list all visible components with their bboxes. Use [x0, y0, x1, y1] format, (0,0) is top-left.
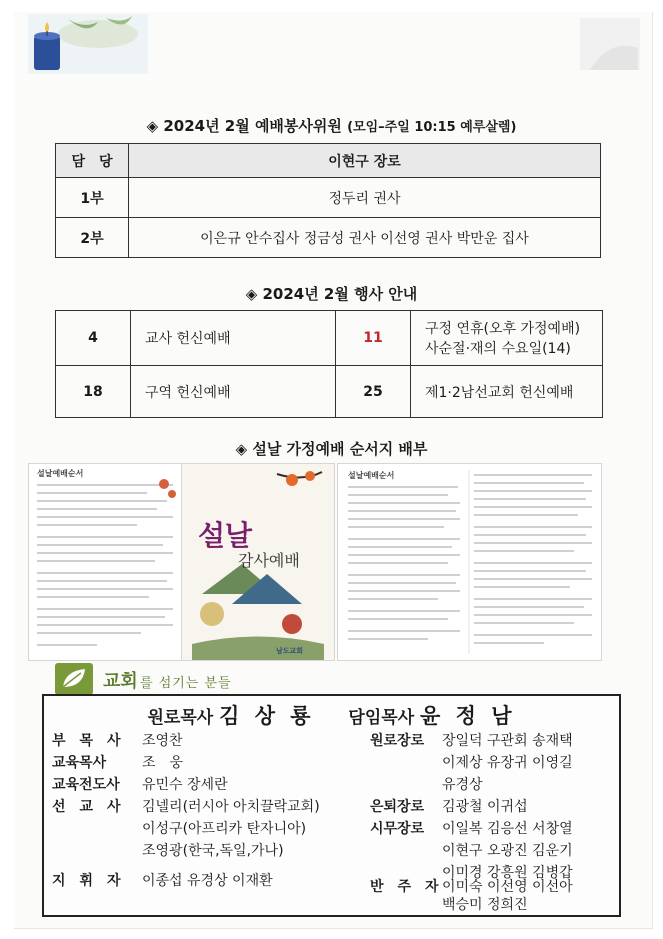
serve-label-cell: 2부 — [56, 218, 129, 258]
staff-role: 부 목 사 — [52, 733, 121, 749]
staff-row — [52, 840, 284, 860]
staff-row — [52, 870, 273, 890]
events-table — [55, 310, 603, 418]
staff-row — [370, 840, 573, 860]
leaflet-left-page-image — [28, 463, 182, 661]
leaflet-cover-image — [181, 463, 335, 661]
staff-names: 이미숙 이선영 이선아 — [442, 879, 573, 895]
staff-box — [42, 694, 621, 917]
leaflet-title: ◈ 설날 가정예배 순서지 배부 — [235, 440, 428, 458]
event-name: 제1·2남선교회 헌신예배 — [411, 366, 603, 418]
table-row — [56, 144, 601, 178]
event-day: 11 — [336, 311, 411, 366]
staff-names: 백승미 정희진 — [442, 897, 528, 913]
serve-table — [55, 143, 601, 258]
staff-role: 선 교 사 — [52, 799, 121, 815]
staff-row — [52, 730, 183, 750]
event-name: 구정 연휴(오후 가정예배) — [425, 321, 581, 337]
banner-sub-text: 를 섬기는 분들 — [140, 676, 232, 691]
serve-label-cell: 담 당 — [56, 144, 129, 178]
table-row — [56, 178, 601, 218]
serve-label-cell: 1부 — [56, 178, 129, 218]
serve-value-cell: 정두리 권사 — [129, 178, 601, 218]
leaflet-right-page-image — [337, 463, 602, 661]
serve-value-cell: 이현구 장로 — [129, 144, 601, 178]
church-mark: 남도교회 — [276, 647, 304, 655]
staff-row — [52, 818, 306, 838]
corner-decoration-image — [580, 18, 640, 70]
senior-pastors-row — [44, 700, 619, 730]
serve-subtitle: (모임–주일 10:15 예루살렘) — [347, 120, 517, 135]
events-title: ◈ 2024년 2월 행사 안내 — [245, 285, 418, 303]
staff-role: 교육전도사 — [52, 777, 120, 793]
cover-title: 설날 — [198, 519, 253, 552]
serve-value-cell: 이은규 안수집사 정금성 권사 이선영 권사 박만운 집사 — [129, 218, 601, 258]
staff-names: 조영광(한국,독일,가나) — [142, 843, 284, 859]
staff-row — [52, 752, 183, 772]
event-day: 18 — [56, 366, 131, 418]
staff-names: 장일덕 구관회 송재택 — [442, 733, 573, 749]
event-name: 교사 헌신예배 — [131, 311, 336, 366]
staff-row — [370, 774, 483, 794]
staff-row — [52, 774, 228, 794]
top-name-1: 김 상 룡 — [219, 704, 315, 728]
cover-subtitle: 감사예배 — [238, 551, 300, 570]
top-role-1: 원로목사 — [147, 708, 214, 728]
staff-role: 은퇴장로 — [370, 799, 425, 815]
staff-row — [370, 876, 573, 896]
staff-row — [370, 818, 573, 838]
leaf-logo-icon — [55, 663, 93, 695]
event-name: 사순절·재의 수요일(14) — [425, 341, 571, 357]
staff-row — [370, 894, 528, 914]
table-row — [56, 311, 603, 366]
event-day: 25 — [336, 366, 411, 418]
event-name-cell — [411, 311, 603, 366]
staff-row — [370, 730, 573, 750]
staff-names: 이미경 강흥원 김병갑 — [442, 865, 573, 881]
top-role-2: 담임목사 — [348, 708, 415, 728]
staff-names: 조영찬 — [142, 733, 183, 749]
staff-row — [370, 796, 528, 816]
staff-names: 이제상 유장귀 이영길 — [442, 755, 573, 771]
top-name-2: 윤 정 남 — [420, 704, 516, 728]
staff-names: 이종섭 유경상 이재환 — [142, 873, 273, 889]
staff-names: 이일복 김응선 서창열 — [442, 821, 573, 837]
leaflet-left-title: 설날예배순서 — [37, 469, 84, 478]
staff-role: 지 휘 자 — [52, 873, 121, 889]
table-row — [56, 218, 601, 258]
serve-title: ◈ 2024년 2월 예배봉사위원 — [146, 117, 342, 135]
candle-decoration-image — [28, 14, 148, 74]
events-section-title — [0, 283, 663, 304]
staff-names: 김광철 이귀섭 — [442, 799, 528, 815]
staff-names: 유민수 장세란 — [142, 777, 228, 793]
staff-role: 시무장로 — [370, 821, 425, 837]
leaflet-right-title: 설날예배순서 — [348, 471, 395, 480]
text-lines-graphic — [338, 464, 601, 660]
staff-names: 이현구 오광진 김운기 — [442, 843, 573, 859]
staff-names: 김넬리(러시아 아치끌락교회) — [142, 799, 320, 815]
staff-row — [370, 752, 573, 772]
event-name: 구역 헌신예배 — [131, 366, 336, 418]
event-day: 4 — [56, 311, 131, 366]
leaflet-section-title — [0, 438, 663, 459]
staff-names: 이성구(아프리카 탄자니아) — [142, 821, 307, 837]
staff-role: 반 주 자 — [370, 879, 439, 895]
staff-role: 원로장로 — [370, 733, 425, 749]
staff-names: 유경상 — [442, 777, 483, 793]
text-lines-graphic — [29, 464, 181, 660]
serve-section-title — [0, 115, 663, 136]
staff-names: 조 웅 — [142, 755, 184, 771]
staff-row — [52, 796, 320, 816]
staff-role: 교육목사 — [52, 755, 107, 771]
banner-main-text: 교회 — [103, 671, 138, 692]
table-row — [56, 366, 603, 418]
